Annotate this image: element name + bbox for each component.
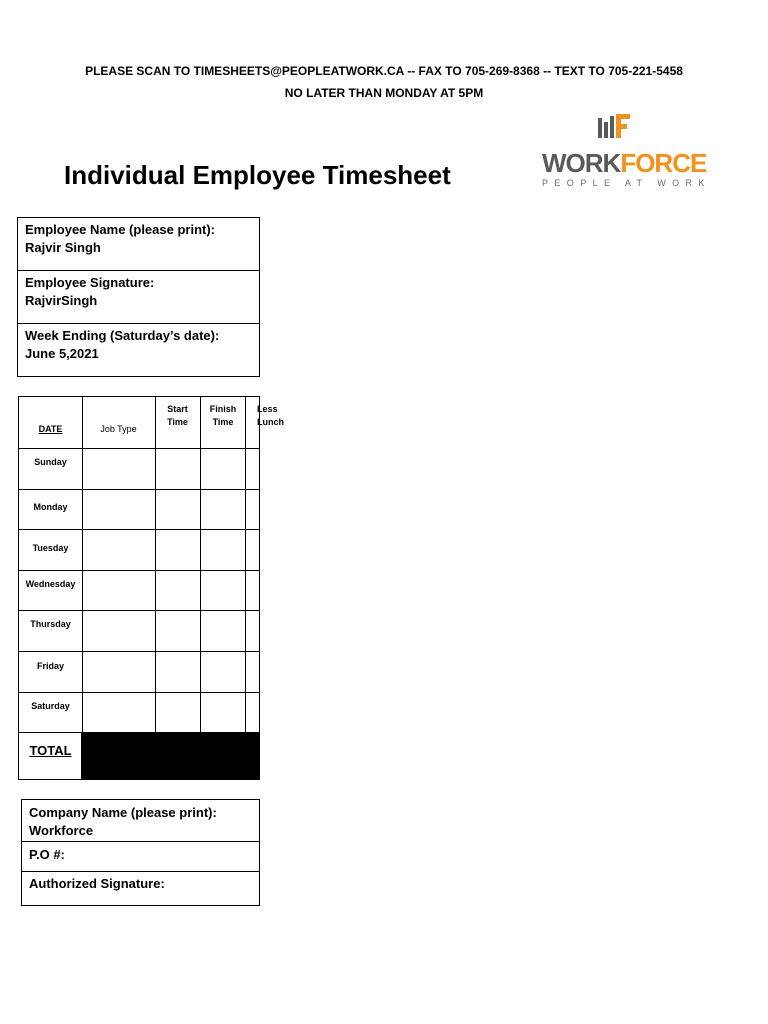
table-row bbox=[19, 693, 259, 733]
deadline-notice: NO LATER THAN MONDAY AT 5PM bbox=[284, 86, 484, 100]
day-label: Friday bbox=[36, 661, 64, 671]
total-blackout bbox=[82, 733, 259, 779]
week-ending-label: Week Ending (Saturday’s date): bbox=[25, 328, 220, 343]
total-label: TOTAL bbox=[29, 743, 72, 758]
logo-tagline: PEOPLE AT WORK bbox=[542, 178, 711, 188]
col-header-less-lunch: Less Lunch bbox=[257, 404, 284, 427]
submission-instructions: PLEASE SCAN TO TIMESHEETS@PEOPLEATWORK.CA -- FAX TO 705-269-8368 -- TEXT TO 705-221-5458 bbox=[85, 64, 683, 78]
timesheet-table bbox=[18, 396, 284, 780]
employee-name-field[interactable] bbox=[18, 218, 259, 271]
authorized-signature-field[interactable] bbox=[22, 872, 259, 905]
table-row bbox=[19, 652, 259, 693]
col-header-date: DATE bbox=[38, 424, 63, 434]
company-name-value: Workforce bbox=[29, 823, 94, 838]
day-label: Wednesday bbox=[25, 579, 76, 589]
col-divider bbox=[245, 397, 246, 733]
employee-signature-field[interactable] bbox=[18, 271, 259, 324]
day-label: Thursday bbox=[30, 619, 71, 629]
employee-name-label: Employee Name (please print): bbox=[25, 222, 215, 237]
company-name-label: Company Name (please print): bbox=[29, 805, 217, 820]
col-divider bbox=[200, 397, 201, 733]
logo-wordmark: WORKFORCE bbox=[542, 148, 707, 178]
logo-bars-icon bbox=[596, 112, 634, 142]
po-number-label: P.O #: bbox=[29, 847, 65, 862]
table-row bbox=[19, 490, 259, 530]
table-row bbox=[19, 449, 259, 490]
employee-signature-label: Employee Signature: bbox=[25, 275, 155, 290]
company-name-field[interactable] bbox=[22, 800, 259, 842]
employee-info-box bbox=[17, 217, 260, 377]
workforce-logo bbox=[540, 112, 711, 192]
day-label: Tuesday bbox=[32, 543, 69, 553]
week-ending-value: June 5,2021 bbox=[25, 346, 99, 361]
day-label: Monday bbox=[33, 502, 68, 512]
day-label: Saturday bbox=[31, 701, 70, 711]
company-info-box bbox=[21, 799, 260, 906]
table-row bbox=[19, 571, 259, 611]
po-number-field[interactable] bbox=[22, 842, 259, 872]
week-ending-field[interactable] bbox=[18, 324, 259, 376]
total-row bbox=[19, 733, 82, 779]
col-header-start-time: Start Time bbox=[167, 404, 188, 427]
table-header-row bbox=[19, 397, 284, 449]
authorized-signature-label: Authorized Signature: bbox=[29, 876, 165, 891]
col-header-job-type: Job Type bbox=[100, 424, 137, 434]
day-label: Sunday bbox=[34, 457, 67, 467]
employee-signature-value: RajvirSingh bbox=[25, 293, 98, 308]
table-row bbox=[19, 611, 259, 652]
col-divider bbox=[82, 397, 83, 733]
employee-name-value: Rajvir Singh bbox=[25, 240, 101, 255]
page-title: Individual Employee Timesheet bbox=[64, 160, 451, 190]
col-divider bbox=[155, 397, 156, 733]
table-row bbox=[19, 530, 259, 571]
col-header-finish-time: Finish Time bbox=[209, 404, 237, 427]
